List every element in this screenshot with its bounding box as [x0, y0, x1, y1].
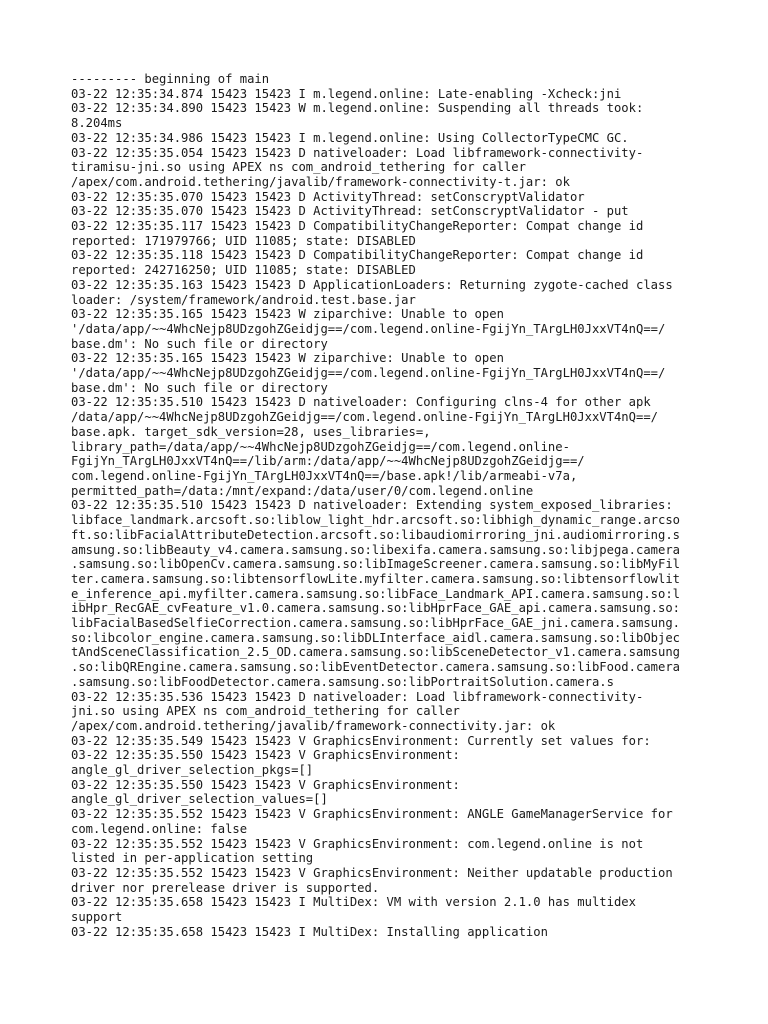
- log-line: 03-22 12:35:35.165 15423 15423 W ziparchive: Unable to open: [71, 307, 504, 322]
- log-line: com.legend.online: false: [71, 821, 248, 836]
- log-line: 03-22 12:35:34.890 15423 15423 W m.legend.online: Suspending all threads took:: [71, 101, 644, 116]
- log-line: listed in per-application setting: [71, 851, 314, 866]
- log-line: 03-22 12:35:35.550 15423 15423 V GraphicsEnvironment:: [71, 777, 460, 792]
- log-line: ibHpr_RecGAE_cvFeature_v1.0.camera.samsung.so:libHprFace_GAE_api.camera.samsung.so:: [71, 601, 681, 616]
- log-line: 03-22 12:35:34.986 15423 15423 I m.legend.online: Using CollectorTypeCMC GC.: [71, 130, 629, 145]
- log-line: 03-22 12:35:35.118 15423 15423 D CompatibilityChangeReporter: Compat change id: [71, 248, 644, 263]
- log-line: jni.so using APEX ns com_android_tethering for caller: [71, 704, 460, 719]
- log-line: driver nor prerelease driver is supported.: [71, 880, 380, 895]
- log-line: 03-22 12:35:35.510 15423 15423 D nativeloader: Configuring clns-4 for other apk: [71, 395, 651, 410]
- log-line: 8.204ms: [71, 116, 123, 131]
- log-line: 03-22 12:35:35.552 15423 15423 V GraphicsEnvironment: com.legend.online is not: [71, 836, 644, 851]
- log-line: 03-22 12:35:35.658 15423 15423 I MultiDex: VM with version 2.1.0 has multidex: [71, 895, 636, 910]
- log-line: reported: 242716250; UID 11085; state: DISABLED: [71, 263, 416, 278]
- log-line: base.dm': No such file or directory: [71, 380, 328, 395]
- log-line: 03-22 12:35:35.549 15423 15423 V GraphicsEnvironment: Currently set values for:: [71, 733, 651, 748]
- log-line: .samsung.so:libOpenCv.camera.samsung.so:libImageScreener.camera.samsung.so:libMyFil: [71, 557, 681, 572]
- log-line: loader: /system/framework/android.test.base.jar: [71, 292, 416, 307]
- log-line: 03-22 12:35:35.510 15423 15423 D nativeloader: Extending system_exposed_libraries:: [71, 498, 673, 513]
- log-line: 03-22 12:35:34.874 15423 15423 I m.legend.online: Late-enabling -Xcheck:jni: [71, 86, 622, 101]
- log-line: .so:libQREngine.camera.samsung.so:libEventDetector.camera.samsung.so:libFood.camera: [71, 660, 681, 675]
- log-line: e_inference_api.myfilter.camera.samsung.so:libFace_Landmark_API.camera.samsung.so:l: [71, 586, 681, 601]
- log-line: reported: 171979766; UID 11085; state: DISABLED: [71, 233, 416, 248]
- log-line: .samsung.so:libFoodDetector.camera.samsung.so:libPortraitSolution.camera.s: [71, 674, 614, 689]
- log-line: /data/app/~~4WhcNejp8UDzgohZGeidjg==/com.legend.online-FgijYn_TArgLH0JxxVT4nQ==/: [71, 410, 658, 425]
- log-line: 03-22 12:35:35.550 15423 15423 V GraphicsEnvironment:: [71, 748, 460, 763]
- log-line: ft.so:libFacialAttributeDetection.arcsoft.so:libaudiomirroring_jni.audiomirroring.s: [71, 527, 681, 542]
- log-line: base.apk. target_sdk_version=28, uses_libraries=,: [71, 424, 431, 439]
- log-line: 03-22 12:35:35.552 15423 15423 V GraphicsEnvironment: ANGLE GameManagerService for: [71, 807, 673, 822]
- log-line: 03-22 12:35:35.054 15423 15423 D nativeloader: Load libframework-connectivity-: [71, 145, 644, 160]
- log-line: library_path=/data/app/~~4WhcNejp8UDzgohZGeidjg==/com.legend.online-: [71, 439, 570, 454]
- log-line: libface_landmark.arcsoft.so:liblow_light_hdr.arcsoft.so:libhigh_dynamic_range.arcso: [71, 513, 681, 528]
- log-text: [71, 72, 728, 939]
- log-line: --------- beginning of main: [71, 72, 270, 86]
- log-line: 03-22 12:35:35.536 15423 15423 D nativeloader: Load libframework-connectivity-: [71, 689, 644, 704]
- log-line: 03-22 12:35:35.163 15423 15423 D ApplicationLoaders: Returning zygote-cached class: [71, 277, 673, 292]
- log-line: 03-22 12:35:35.658 15423 15423 I MultiDex: Installing application: [71, 924, 548, 939]
- log-line: com.legend.online-FgijYn_TArgLH0JxxVT4nQ==/base.apk!/lib/armeabi-v7a,: [71, 468, 578, 483]
- log-line: '/data/app/~~4WhcNejp8UDzgohZGeidjg==/com.legend.online-FgijYn_TArgLH0JxxVT4nQ==/: [71, 366, 666, 381]
- log-line: '/data/app/~~4WhcNejp8UDzgohZGeidjg==/com.legend.online-FgijYn_TArgLH0JxxVT4nQ==/: [71, 321, 666, 336]
- log-line: amsung.so:libBeauty_v4.camera.samsung.so:libexifa.camera.samsung.so:libjpega.camera: [71, 542, 681, 557]
- log-line: 03-22 12:35:35.117 15423 15423 D CompatibilityChangeReporter: Compat change id: [71, 219, 644, 234]
- log-line: support: [71, 910, 123, 925]
- log-line: libFacialBasedSelfieCorrection.camera.samsung.so:libHprFace_GAE_jni.camera.samsung.: [71, 616, 681, 631]
- log-line: 03-22 12:35:35.070 15423 15423 D ActivityThread: setConscryptValidator - put: [71, 204, 629, 219]
- log-line: tAndSceneClassification_2.5_OD.camera.samsung.so:libSceneDetector_v1.camera.samsung: [71, 645, 681, 660]
- log-line: angle_gl_driver_selection_pkgs=[]: [71, 763, 314, 778]
- log-line: /apex/com.android.tethering/javalib/framework-connectivity.jar: ok: [71, 718, 556, 733]
- log-line: so:libcolor_engine.camera.samsung.so:libDLInterface_aidl.camera.samsung.so:libObjec: [71, 630, 681, 645]
- log-line: angle_gl_driver_selection_values=[]: [71, 792, 328, 807]
- log-line: 03-22 12:35:35.070 15423 15423 D ActivityThread: setConscryptValidator: [71, 189, 585, 204]
- log-line: permitted_path=/data:/mnt/expand:/data/user/0/com.legend.online: [71, 483, 534, 498]
- log-line: base.dm': No such file or directory: [71, 336, 328, 351]
- log-line: 03-22 12:35:35.552 15423 15423 V GraphicsEnvironment: Neither updatable production: [71, 865, 673, 880]
- log-line: ter.camera.samsung.so:libtensorflowLite.myfilter.camera.samsung.so:libtensorflowlit: [71, 571, 681, 586]
- log-line: tiramisu-jni.so using APEX ns com_android_tethering for caller: [71, 160, 526, 175]
- log-line: 03-22 12:35:35.165 15423 15423 W ziparchive: Unable to open: [71, 351, 504, 366]
- log-line: FgijYn_TArgLH0JxxVT4nQ==/lib/arm:/data/app/~~4WhcNejp8UDzgohZGeidjg==/: [71, 454, 585, 469]
- log-line: /apex/com.android.tethering/javalib/framework-connectivity-t.jar: ok: [71, 174, 570, 189]
